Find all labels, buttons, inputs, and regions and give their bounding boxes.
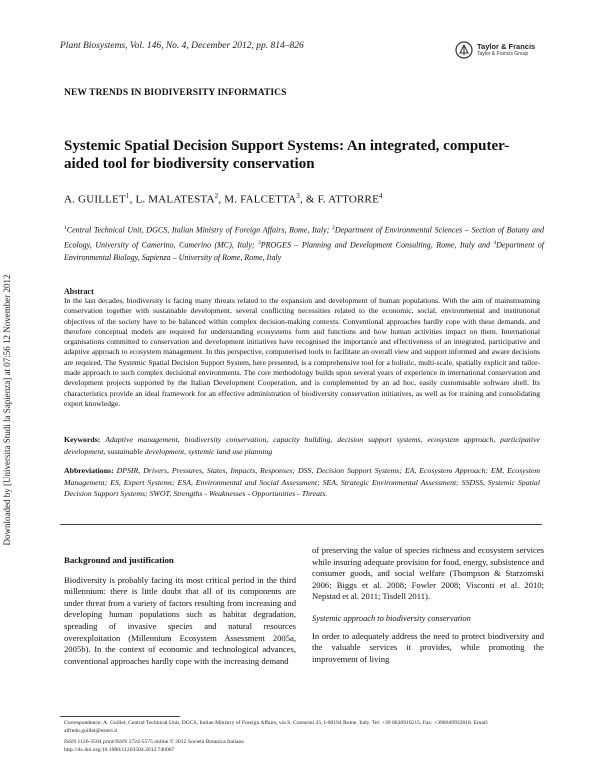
left-column (64, 555, 296, 667)
affiliation-mark: 2 (332, 225, 335, 231)
subsection-heading: Systemic approach to biodiversity conservation (312, 613, 471, 623)
keywords-label: Keywords: (64, 435, 101, 444)
affiliation-text: Department of Environmental Sciences – Section of Botany and Ecology, University of Camerino, Camerino (MC), Italy; (64, 225, 545, 250)
front-matter-divider (60, 524, 542, 525)
affiliation-mark: 1 (64, 225, 67, 231)
correspondence-note: Correspondence: A. Guillet, Central Technical Unit, DGCS, Italian Ministry of Foreign Affairs, via S. Contarini 25, I-00194 Rome, Italy. Tel: +39 0636916215. Fax: +390649932818. Email: alfredo.guillet@esteri.it (64, 720, 489, 734)
publisher-group: Taylor & Francis Group (477, 51, 529, 57)
download-stamp (0, 245, 14, 575)
author-name: L. MALATESTA (135, 193, 215, 206)
author-name: A. GUILLET (64, 193, 126, 206)
abbreviations-text: DPSIR, Drivers, Pressures, States, Impacts, Responses; DSS, Decision Support Systems; EA, Ecosystem Approach; EM, Ecosystem Management; ES, Expert Systems; ESA, Environmental and Social Assessment; SEA, Strategic Environmental Assessment; SSDSS, Systemic Spatial Decision Support Systems; SWOT, Strengths - Weaknesses - Opportunities - Threats. (64, 466, 540, 498)
author-affiliation-mark: 3 (296, 192, 300, 200)
author-list: A. GUILLET$^1$, L. MALATESTA$^2$, M. FALCETTA$^3$, & F. ATTORRE$^4$ (64, 192, 383, 206)
author-affiliation-mark: 2 (214, 192, 219, 200)
body-paragraph: In order to adequately address the need to protect biodiversity and the valuable services it provides, while promoting the improvement of living (312, 630, 544, 664)
abstract-text: In the last decades, biodiversity is facing many threats related to the expansion and development of human populations. With the aim of mainstreaming conservation together with sustainable development, several conflicting necessities related to the economic, social, environmental and institutional objectives of the society have to be balanced within complex decision-making contexts. Conventional approaches hardly cope with these demands, and therefore conceptual models are required for understanding ecosystems form and functions and how human activities impact on them. International organisations committed to conservation and development initiatives have recognised the importance and effectiveness of an integrated, participative and adaptive approach to ecosystem management. In this perspective, computerised tools to facilitate an overall view and support informed and aware decisions are required. The Systemic Spatial Decision Support System, here presented, is a comprehensive tool for a holistic, multi-scale, spatially explicit and tailor-made approach to such complex decisional environments. The core methodology builds upon several years of experience in international conservation and development projects supported by the Italian Development Cooperation, and is complemented by an ad hoc, easily customisable software shell. Its characteristics provide an ideal framework for an effective administration of biodiversity conservation initiatives, as well as for training and consolidating expert knowledge. (64, 296, 540, 408)
affiliation-mark: 3 (258, 240, 261, 247)
affiliation-mark: 4 (493, 240, 497, 247)
doi-line: http://dx.doi.org/10.1080/11263504.2012.740087 (64, 747, 175, 753)
abbreviations (64, 465, 540, 500)
keywords (64, 434, 540, 457)
affiliation-text: PROGES – Planning and Development Consulting, Rome, Italy and (260, 240, 490, 250)
publisher-name: Taylor & Francis (477, 42, 536, 51)
journal-citation: Plant Biosystems, Vol. 146, No. 4, December 2012, pp. 814–826 (60, 41, 304, 51)
abbreviations-label: Abbreviations: (64, 466, 114, 475)
section-heading-background: Background and justification (64, 555, 174, 565)
publisher-logo (455, 38, 575, 64)
author-affiliation-mark: 1 (125, 192, 130, 200)
right-column (312, 545, 544, 665)
footer-divider (60, 716, 180, 717)
abstract-heading: Abstract (64, 287, 94, 296)
body-paragraph: of preserving the value of species richness and ecosystem services while insuring adequate provision for food, energy, subsistence and consumer goods, and social welfare (Thompson & Starzomski 2006; Biggs et al. 2008; Fowler 2008; Visconti et al. 2010; Nepstad et al. 2011; Tisdell 2011). (312, 545, 544, 602)
author-affiliation-mark: 4 (379, 192, 383, 200)
download-stamp-text: Downloaded by [Universita Studi la Sapienza] at 07:56 12 November 2012 (2, 274, 12, 546)
section-heading: NEW TRENDS IN BIODIVERSITY INFORMATICS (64, 88, 287, 98)
affiliations (64, 222, 544, 265)
author-name: M. FALCETTA (224, 193, 297, 206)
article-title: Systemic Spatial Decision Support Systems: An integrated, computer-aided tool for biodiversity conservation (64, 138, 510, 172)
keywords-text: Adaptive management, biodiversity conservation, capacity building, decision support systems, ecosystem approach, participative development, sustainable development, systemic land use planning (64, 435, 541, 456)
affiliation-text: Central Technical Unit, DGCS, Italian Ministry of Foreign Affairs, Rome, Italy; (66, 225, 330, 235)
body-paragraph: Biodiversity is probably facing its most critical period in the third millennium: there is little doubt that all of its components are under threat from a variety of factors resulting from increasing and developing human populations such as habitat degradation, spreading of invasive species and natural resources overexploitation (Millennium Ecosystem Assessment 2005a, 2005b). In the context of economic and technological advances, conventional approaches hardly cope with the increasing demand (64, 574, 296, 666)
affiliation-text: Department of Environmental Biology, Sapienza – University of Rome, Rome, Italy (64, 240, 545, 263)
publisher-logo-icon (455, 41, 473, 59)
author-name: F. ATTORRE (317, 193, 379, 206)
issn-line: ISSN 1126-3504 print/ISSN 1724-5575 online © 2012 Società Botanica Italiana (64, 739, 244, 745)
